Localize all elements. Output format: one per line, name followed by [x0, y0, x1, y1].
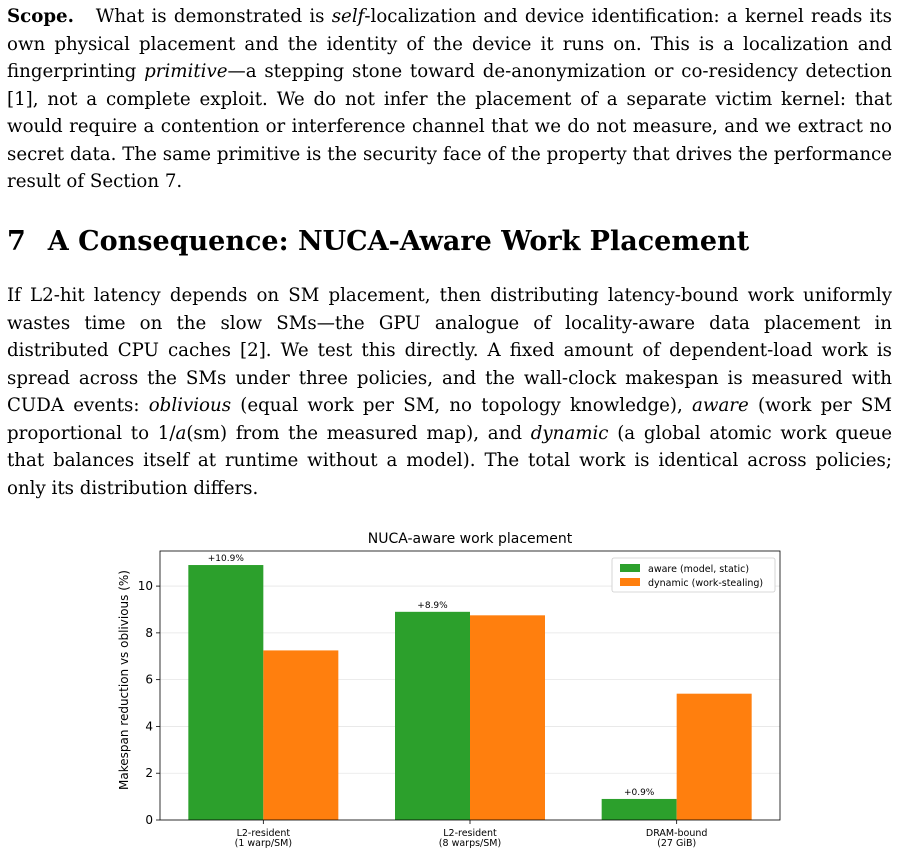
bar — [677, 694, 752, 820]
legend-swatch — [620, 578, 640, 586]
x-tick-label: (27 GiB) — [657, 838, 697, 849]
bar-value-label: +0.9% — [623, 787, 655, 798]
y-tick-label: 10 — [137, 579, 153, 594]
y-axis-label: Makespan reduction vs oblivious (%) — [117, 570, 131, 790]
scope-self: self — [331, 6, 365, 27]
scope-text-1: What is demonstrated is — [95, 6, 332, 27]
y-tick-label: 0 — [145, 813, 153, 827]
bar — [188, 565, 263, 820]
x-tick-label: DRAM-bound — [645, 828, 708, 839]
legend-label: aware (model, static) — [648, 564, 750, 575]
body-text-4: (sm) from the measured map), and — [186, 422, 531, 444]
x-tick-label: L2-resident — [236, 828, 291, 839]
scope-label: Scope. — [7, 6, 74, 27]
scope-primitive: primitive — [144, 61, 228, 82]
y-tick-label: 2 — [145, 766, 153, 781]
legend-swatch — [620, 564, 640, 572]
section-heading — [7, 226, 749, 257]
x-tick-label: (1 warp/SM) — [234, 838, 293, 849]
body-a-var: a — [175, 422, 187, 444]
body-dynamic: dynamic — [530, 422, 609, 444]
body-text-2: (equal work per SM, no topology knowledge), — [231, 395, 693, 416]
body-paragraph — [7, 282, 892, 502]
body-text-3: (work per SM proportional to 1/ — [7, 395, 892, 444]
bar-chart — [0, 520, 899, 857]
y-tick-label: 6 — [145, 672, 153, 687]
x-tick-label: (8 warps/SM) — [438, 838, 502, 849]
bar — [395, 612, 470, 820]
bar — [470, 615, 545, 820]
body-aware: aware — [692, 395, 749, 416]
section-title: A Consequence: NUCA-Aware Work Placement — [47, 226, 750, 257]
body-oblivious: oblivious — [148, 395, 232, 416]
y-tick-label: 8 — [145, 625, 153, 640]
legend-label: dynamic (work-stealing) — [648, 578, 764, 589]
x-tick-label: L2-resident — [443, 828, 497, 839]
section-number: 7 — [7, 226, 26, 257]
chart-container — [0, 520, 899, 857]
scope-text-3: —a stepping stone toward de-anonymization or co-residency detection [1], not a complete exploit. We do not infer the placement of a separate victim kernel: that would require a contention or interference channel that we do not measure, and we extract no secret data. The same primitive is the security face of the property that drives the performance result of Section 7. — [7, 61, 893, 192]
scope-text-2: -localization and device identification: a kernel reads its own physical placement and the identity of the device it runs on. This is a localization and fingerprinting — [7, 6, 892, 82]
bar — [602, 799, 677, 820]
bar — [263, 650, 338, 820]
bar-value-label: +8.9% — [417, 600, 448, 611]
bar-value-label: +10.9% — [207, 554, 244, 565]
scope-paragraph — [7, 3, 892, 196]
y-tick-label: 4 — [145, 719, 153, 734]
chart-title: NUCA-aware work placement — [367, 531, 573, 547]
body-text-1: If L2-hit latency depends on SM placement, then distributing latency-bound work uniformly wastes time on the slow SMs—the GPU analogue of locality-aware data placement in distributed CPU caches [2]. We test this directly. A fixed amount of dependent-load work is spread across the SMs under three policies, and the wall-clock makespan is measured with CUDA events: — [7, 285, 892, 416]
body-text-5: (a global atomic work queue that balances itself at runtime without a model). The total work is identical across policies; only its distribution differs. — [7, 422, 892, 499]
